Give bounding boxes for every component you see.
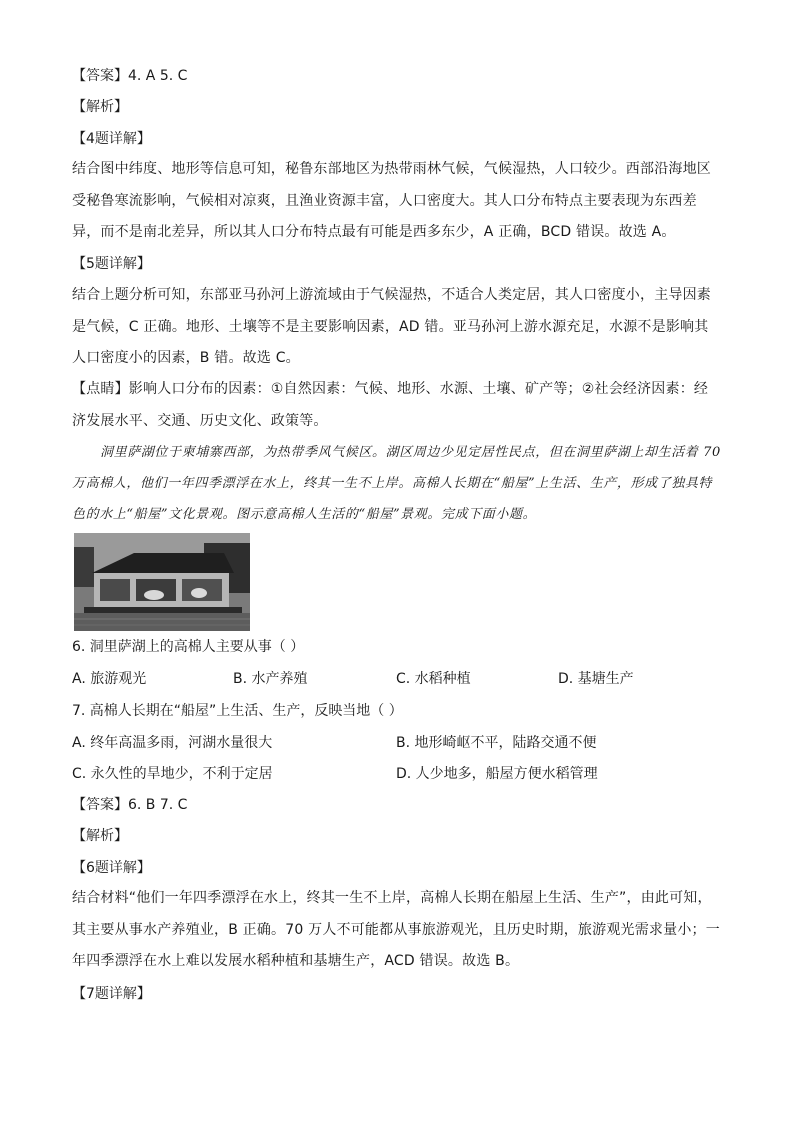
q7-option-c: C. 永久性的旱地少，不利于定居 bbox=[72, 766, 273, 782]
q6-option-d: D. 基塘生产 bbox=[558, 671, 634, 687]
boat-house-image bbox=[74, 533, 250, 631]
answer-6-7: 【答案】6. B 7. C bbox=[72, 797, 188, 813]
q7-option-d: D. 人少地多，船屋方便水稻管理 bbox=[396, 766, 598, 782]
reading-passage: 洞里萨湖位于柬埔寨西部，为热带季风气候区。湖区周边少见定居性民点，但在洞里萨湖上却生活着 70 万高棉人，他们一年四季漂浮在水上，终其一生不上岸。高棉人长期在“船屋”上生活、生产，形成了独具特色的水上“船屋”文化景观。图示意高棉人生活的“船屋”景观。完成下面小题。 bbox=[72, 445, 721, 522]
q6-detail-heading: 【6题详解】 bbox=[72, 860, 151, 876]
q7-detail-heading: 【7题详解】 bbox=[72, 986, 151, 1002]
q7-option-b: B. 地形崎岖不平，陆路交通不便 bbox=[396, 735, 597, 751]
q6-explanation: 结合材料“他们一年四季漂浮在水上，终其一生不上岸，高棉人长期在船屋上生活、生产”，由此可知，其主要从事水产养殖业，B 正确。70 万人不可能都从事旅游观光，且历史时期，旅游观光需求量小；一年四季漂浮在水上难以发展水稻种植和基塘生产，ACD 错误。故选 B。 bbox=[72, 890, 720, 969]
q4-detail-heading: 【4题详解】 bbox=[72, 131, 151, 147]
analysis-heading: 【解析】 bbox=[72, 99, 128, 115]
q6-option-c: C. 水稻种植 bbox=[396, 671, 471, 687]
q4-explanation: 结合图中纬度、地形等信息可知，秘鲁东部地区为热带雨林气候，气候湿热，人口较少。西部沿海地区受秘鲁寒流影响，气候相对凉爽，且渔业资源丰富，人口密度大。其人口分布特点主要表现为东西差异，而不是南北差异，所以其人口分布特点最有可能是西多东少，A 正确，BCD 错误。故选 A。 bbox=[72, 161, 711, 240]
q7-option-a: A. 终年高温多雨，河湖水量很大 bbox=[72, 735, 273, 751]
analysis-heading-2: 【解析】 bbox=[72, 828, 128, 844]
boat-house-photo bbox=[74, 533, 250, 631]
q7-stem: 7. 高棉人长期在“船屋”上生活、生产，反映当地（ ） bbox=[72, 703, 403, 719]
q6-option-b: B. 水产养殖 bbox=[233, 671, 308, 687]
q6-option-a: A. 旅游观光 bbox=[72, 671, 147, 687]
q6-stem: 6. 洞里萨湖上的高棉人主要从事（ ） bbox=[72, 639, 305, 655]
q5-explanation: 结合上题分析可知，东部亚马孙河上游流域由于气候湿热，不适合人类定居，其人口密度小，主导因素是气候，C 正确。地形、土壤等不是主要影响因素，AD 错。亚马孙河上游水源充足，水源不是影响其人口密度小的因素，B 错。故选 C。 bbox=[72, 287, 711, 366]
answer-4-5: 【答案】4. A 5. C bbox=[72, 68, 188, 84]
tip-paragraph: 【点睛】影响人口分布的因素：①自然因素：气候、地形、水源、土壤、矿产等；②社会经济因素：经济发展水平、交通、历史文化、政策等。 bbox=[72, 381, 709, 429]
q5-detail-heading: 【5题详解】 bbox=[72, 256, 151, 272]
